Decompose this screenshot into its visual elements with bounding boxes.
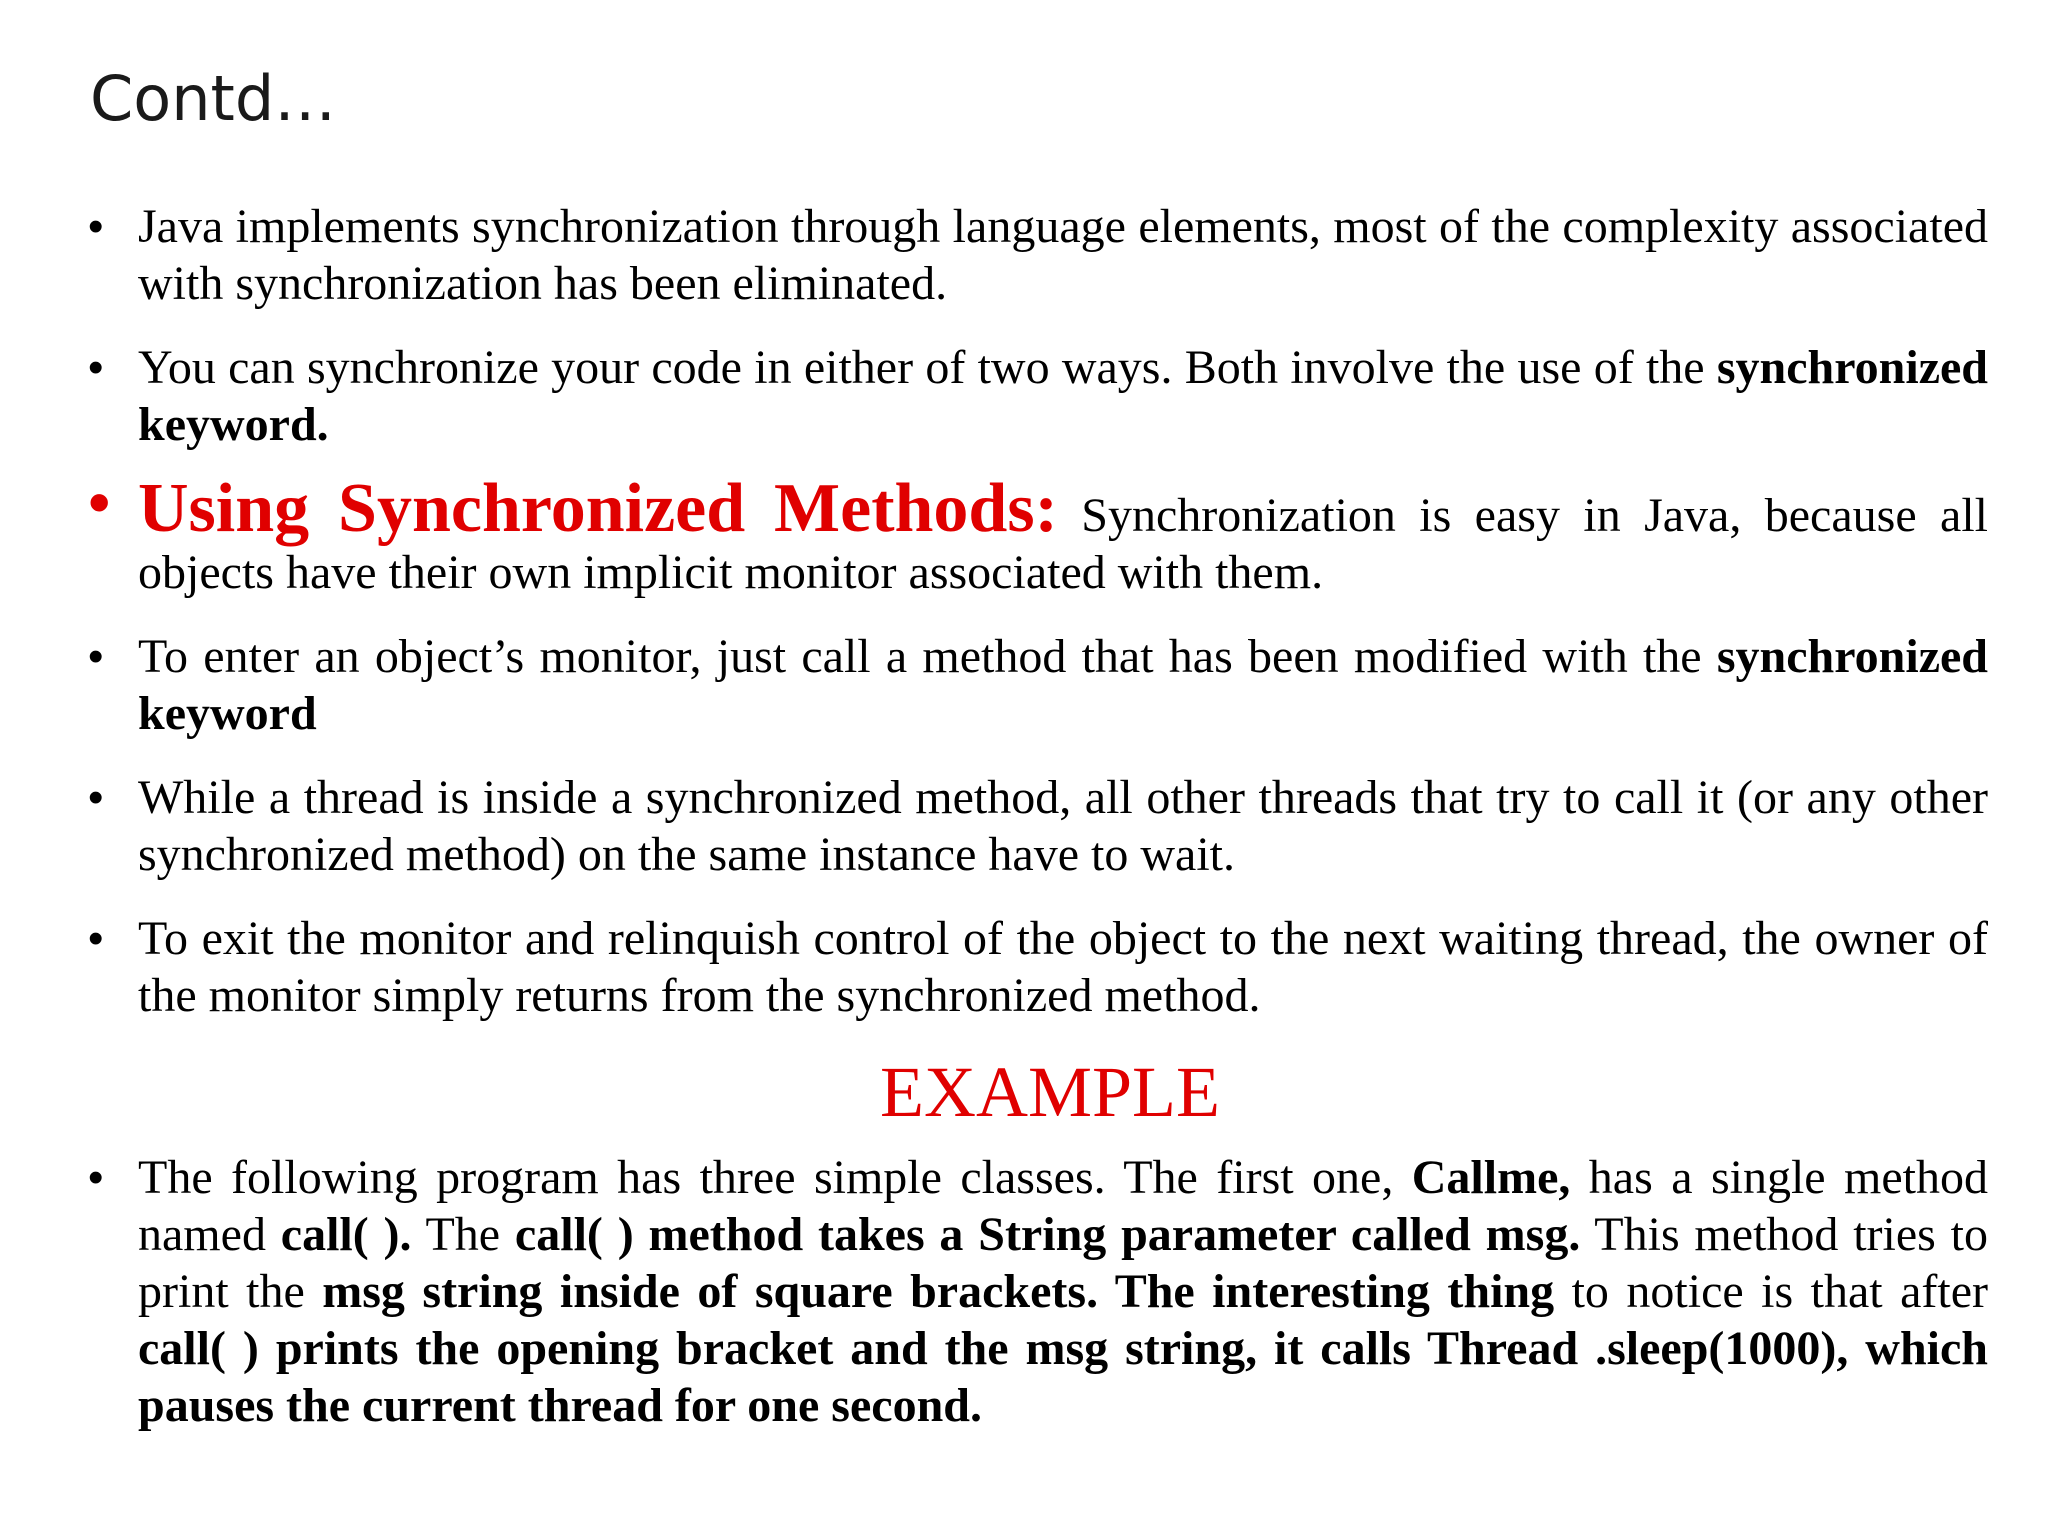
example-bold-text: call( ) prints the opening bracket and the msg string, it calls Thread .sleep(1000), which pauses the current thread for one second. (138, 1322, 1988, 1432)
example-heading: EXAMPLE (880, 1052, 1220, 1132)
example-bold-text: call( ) method takes a String parameter called msg. (514, 1208, 1581, 1261)
example-text: to notice is that after (1554, 1265, 1989, 1318)
example-text: This method tries to print the (138, 1208, 1989, 1318)
example-bold-text: msg string inside of square brackets. The interesting thing (322, 1265, 1555, 1318)
bullet-text: To enter an object’s monitor, just call a method that has been modified with the (138, 630, 1717, 683)
example-bold-text: call( ). (280, 1208, 412, 1261)
section-heading: Using Synchronized Methods: (138, 470, 1058, 547)
bullet-item-5 (88, 769, 1988, 883)
example-text: has a single method named (138, 1151, 1989, 1261)
bullet-bold-text: synchronized keyword. (138, 341, 1988, 451)
slide-title: Contd… (90, 62, 337, 135)
example-bold-text: Callme, (1411, 1151, 1571, 1204)
bullet-text: To exit the monitor and relinquish control of the object to the next waiting thread, the owner of the monitor simply returns from the synchronized method. (138, 912, 1988, 1022)
bullet-text: Java implements synchronization through language elements, most of the complexity associated with synchronization has been eliminated. (138, 200, 1988, 310)
example-text: The (411, 1208, 515, 1261)
example-text: The following program has three simple classes. The first one, (138, 1151, 1412, 1204)
bullet-text: While a thread is inside a synchronized method, all other threads that try to call it (or any other synchronized method) on the same instance have to wait. (138, 771, 1988, 881)
bullet-text: You can synchronize your code in either of two ways. Both involve the use of the (138, 341, 1717, 394)
bullet-item-2 (88, 339, 1988, 453)
example-bullet (88, 1149, 1988, 1434)
bullet-list (88, 198, 1988, 1461)
bullet-item-6 (88, 910, 1988, 1024)
bullet-item-1 (88, 198, 1988, 312)
bullet-text: Synchronization is easy in Java, because all objects have their own implicit monitor associated with them. (138, 489, 1989, 599)
bullet-bold-text: synchronized keyword (138, 630, 1988, 740)
bullet-item-3 (88, 470, 1989, 601)
bullet-item-4 (88, 628, 1988, 742)
